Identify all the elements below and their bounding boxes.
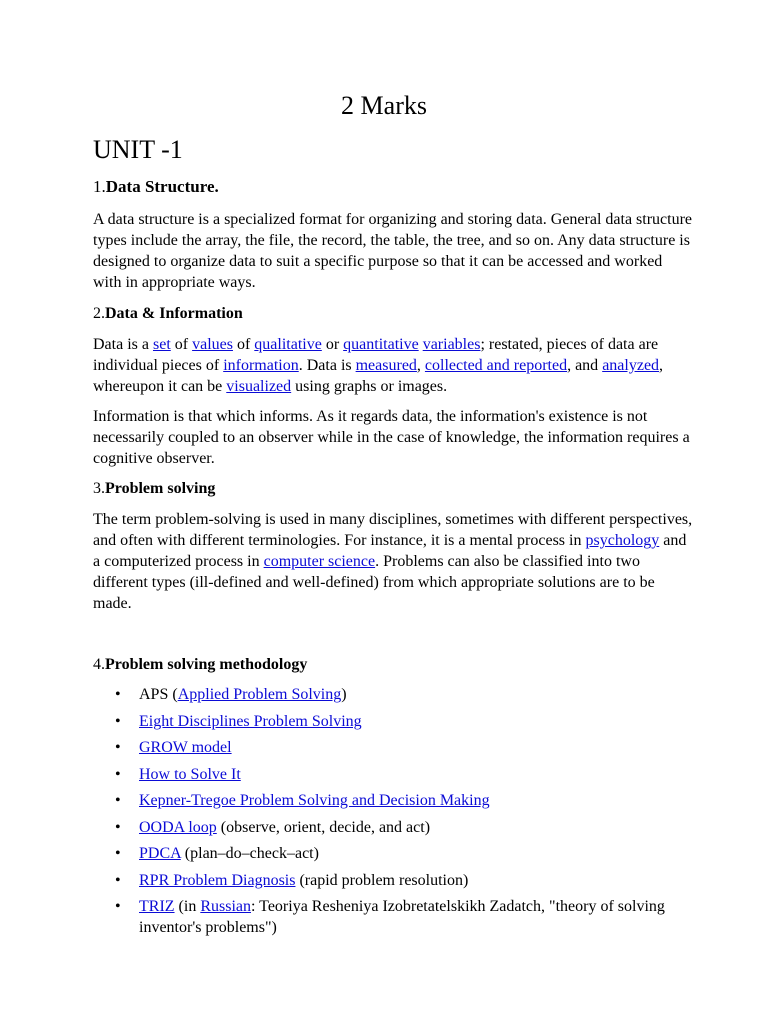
text-run: using graphs or images. [291,378,448,395]
text-run: (in [174,898,201,915]
link-qualitative[interactable]: qualitative [254,336,322,353]
link-how-to-solve-it[interactable]: How to Solve It [139,765,241,783]
link-triz[interactable]: TRIZ [139,898,175,915]
link-russian[interactable]: Russian [200,898,251,915]
link-eight-disciplines[interactable]: Eight Disciplines Problem Solving [139,712,362,730]
link-information[interactable]: information [223,357,299,374]
text-run: , [416,357,425,374]
methodology-list [93,684,693,944]
text-run: of [170,336,193,353]
text-run: (observe, orient, decide, and act) [216,818,431,836]
text-run: of [232,336,255,353]
bullet-icon: • [115,739,121,756]
section-4-number: 4. [93,656,105,673]
bullet-icon: • [115,765,121,783]
list-item [93,684,693,705]
page-title: 2 Marks [341,91,427,120]
link-pdca[interactable]: PDCA [139,845,181,862]
text-run: The term problem-solving is used in many disciplines, sometimes with different perspectives, and often with different terminologies. For instance, it is a mental process in [93,511,693,549]
text-run: , and [567,357,603,374]
section-3-number: 3. [93,480,105,497]
text-run: . Problems can also be classified into two different types (ill-defined and well-defined) from which appropriate solutions are to be made. [93,553,655,612]
text-run: Data is a [93,336,153,353]
link-measured[interactable]: measured [355,357,417,374]
section-2-title: Data & Information [105,305,243,322]
text-run: : Teoriya Resheniya Izobretatelskikh Zadatch, "theory of solving inventor's problems") [139,898,665,936]
bullet-icon: • [115,845,121,862]
text-run: or [321,336,344,353]
list-item [93,870,693,891]
link-ooda-loop[interactable]: OODA loop [139,818,217,836]
section-2-heading [93,303,693,324]
link-values[interactable]: values [192,336,233,353]
text-run: ; restated, pieces of data are individual pieces of [93,336,659,374]
list-item [93,843,693,864]
section-2-paragraph-2: Information is that which informs. As it regards data, the information's existence is not necessarily coupled to an observer while in the case of knowledge, the information requires a cognitive observer. [93,408,690,467]
section-1-paragraph: A data structure is a specialized format for organizing and storing data. General data structure types include the array, the file, the record, the table, the tree, and so on. Any data structure is designed to organize data to suit a specific purpose so that it can be accessed and worked with in appropriate ways. [93,211,693,291]
bullet-icon: • [115,871,121,889]
text-run: . Data is [298,357,356,374]
link-collected-and-reported[interactable]: collected and reported [424,357,568,374]
section-4-heading [93,654,693,675]
link-analyzed[interactable]: analyzed [602,357,660,374]
link-set[interactable]: set [152,336,171,353]
section-1-title: Data Structure. [105,177,219,196]
section-3-heading [93,478,693,499]
section-2-paragraph-1 [93,334,693,397]
bullet-icon: • [115,898,121,915]
link-kepner-tregoe[interactable]: Kepner-Tregoe Problem Solving and Decision Making [139,792,490,809]
list-item [93,790,693,811]
section-1-heading [93,176,693,197]
link-variables[interactable]: variables [422,336,481,353]
text-run: ) [341,686,347,703]
link-rpr-problem-diagnosis[interactable]: RPR Problem Diagnosis [139,871,296,889]
bullet-icon: • [115,712,121,730]
link-applied-problem-solving[interactable]: Applied Problem Solving [177,686,342,703]
link-psychology[interactable]: psychology [585,532,660,549]
list-item [93,711,693,732]
text-run: (plan–do–check–act) [180,845,319,862]
section-3-paragraph [93,509,693,614]
bullet-icon: • [115,792,121,809]
section-2-number: 2. [93,305,105,322]
section-1-number: 1. [93,177,106,196]
link-quantitative[interactable]: quantitative [343,336,419,353]
text-run: (rapid problem resolution) [295,871,469,889]
text-run: APS ( [139,686,178,703]
unit-heading: UNIT -1 [93,135,183,164]
text-run: and a computerized process in [93,532,687,570]
bullet-icon: • [115,686,121,703]
text-run: , whereupon it can be [93,357,664,395]
bullet-icon: • [115,818,121,836]
link-visualized[interactable]: visualized [226,378,292,395]
list-item [93,817,693,838]
link-grow-model[interactable]: GROW model [139,739,232,756]
section-4-title: Problem solving methodology [105,656,308,673]
section-3-title: Problem solving [105,480,216,497]
list-item [93,896,693,938]
list-item [93,764,693,785]
list-item [93,737,693,758]
link-computer-science[interactable]: computer science [263,553,376,570]
